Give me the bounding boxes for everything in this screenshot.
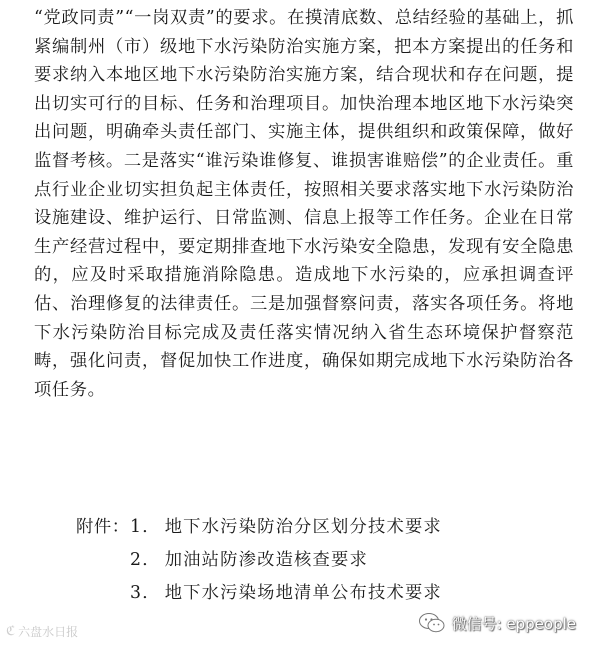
attachment-title: 加油站防渗改造核查要求: [164, 550, 368, 570]
attachments-label: 附件：: [76, 517, 130, 537]
attachment-item: [130, 547, 368, 573]
watermark-left: [6, 623, 78, 640]
watermark-left-text: 六盘水日报: [18, 625, 79, 639]
attachment-number: 3．: [130, 583, 161, 603]
attachment-item: [130, 514, 442, 540]
body-paragraph: “党政同责”“一岗双责”的要求。在摸清底数、总结经验的基础上，抓紧编制州（市）级地下水污染防治实施方案，把本方案提出的任务和要求纳入本地区地下水污染防治实施方案，结合现状和存在问题，提出切实可行的目标、任务和治理项目。加快治理本地区地下水污染突出问题，明确牵头责任部门、实施主体，提供组织和政策保障，做好监督考核。二是落实“谁污染谁修复、谁损害谁赔偿”的企业责任。重点行业企业切实担负起主体责任，按照相关要求落实地下水污染防治设施建设、维护运行、日常监测、信息上报等工作任务。企业在日常生产经营过程中，要定期排查地下水污染安全隐患，发现有安全隐患的，应及时采取措施消除隐患。造成地下水污染的，应承担调查评估、治理修复的法律责任。三是加强督察问责，落实各项任务。将地下水污染防治目标完成及责任落实情况纳入省生态环境保护督察范畴，强化问责，督促加快工作进度，确保如期完成地下水污染防治各项任务。: [34, 8, 574, 400]
attachment-title: 地下水污染防治分区划分技术要求: [164, 517, 442, 537]
wechat-icon: [418, 612, 446, 634]
attachment-title: 地下水污染场地清单公布技术要求: [164, 583, 442, 603]
attachment-item: [130, 580, 442, 606]
watermark-right-text: 微信号: eppeople: [451, 614, 576, 633]
attachment-number: 1．: [130, 517, 161, 537]
attachment-number: 2．: [130, 550, 161, 570]
logo-glyph-icon: ℭ: [6, 624, 16, 639]
watermark-right: [418, 612, 576, 634]
